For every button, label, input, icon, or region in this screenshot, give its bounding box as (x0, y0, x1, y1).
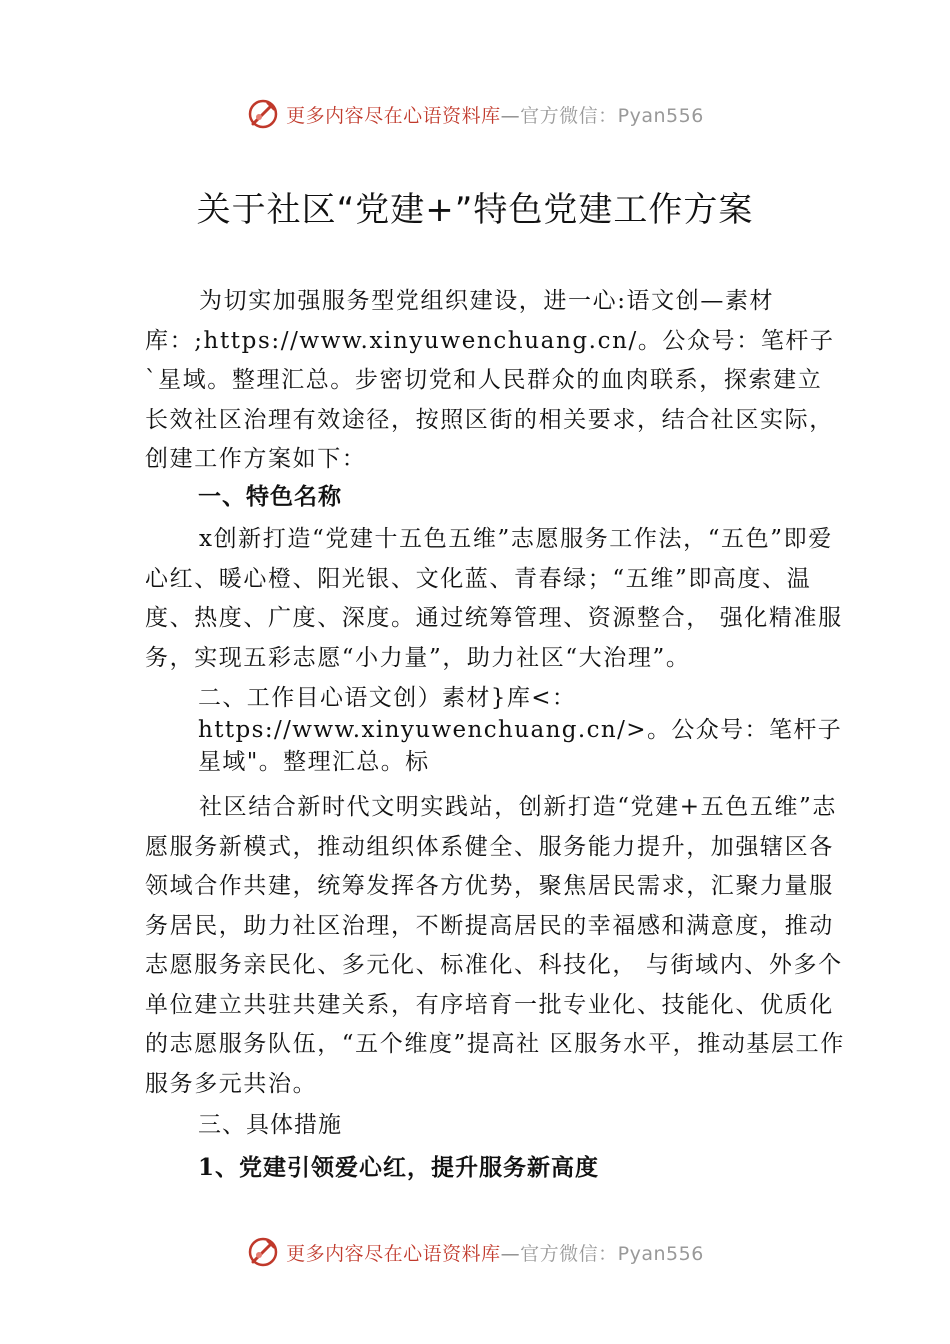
section1-paragraph (145, 520, 845, 678)
pen-logo-icon (246, 97, 280, 131)
section-heading-3: 三、具体措施 (198, 1112, 342, 1138)
section1-text: x创新打造“党建十五色五维”志愿服务工作法，“五色”即爱心红、暖心橙、阳光银、文化蓝、青春绿；“五维”即高度、温度、热度、广度、深度。通过统筹管理、资源整合， 强化精准服务，实现五彩志愿“小力量”，助力社区“大治理”。 (145, 526, 843, 671)
section2-text: 社区结合新时代文明实践站，创新打造“党建+五色五维”志愿服务新模式，推动组织体系健全、服务能力提升，加强辖区各领域合作共建，统筹发挥各方优势，聚焦居民需求，汇聚力量服务居民，助力社区治理，不断提高居民的幸福感和满意度，推动志愿服务亲民化、多元化、标准化、科技化， 与街域内、外多个单位建立共驻共建关系，有序培育一批专业化、技能化、优质化的志愿服务队伍，“五个维度”提高社 区服务水平，推动基层工作服务多元共治。 (145, 794, 845, 1097)
pen-logo-icon (246, 1235, 280, 1269)
intro-text: 为切实加强服务型党组织建设，进一心:语文创—素材库：;https://www.xinyuwenchuang.cn/。公众号：笔杆子`星域。整理汇总。步密切党和人民群众的血肉联系，探索建立长效社区治理有效途径，按照区街的相关要求，结合社区实际，创建工作方案如下： (145, 288, 835, 472)
watermark-text: 更多内容尽在心语资料库—官方微信：Pyan556 (286, 1242, 704, 1265)
watermark-footer (0, 1232, 950, 1272)
section-heading-2: 二、工作目心语文创）素材}库<：https://www.xinyuwenchuang.cn/>。公众号：笔杆子星域"。整理汇总。标 (198, 685, 843, 775)
subsection-heading-1: 1、党建引领爱心红，提升服务新高度 (198, 1154, 600, 1181)
watermark-header (0, 94, 950, 134)
section-heading-1: 一、特色名称 (198, 484, 342, 510)
section2-paragraph (145, 788, 845, 1104)
intro-paragraph (145, 282, 845, 480)
watermark-text: 更多内容尽在心语资料库—官方微信：Pyan556 (286, 104, 704, 127)
document-title: 关于社区“党建+”特色党建工作方案 (196, 190, 754, 230)
